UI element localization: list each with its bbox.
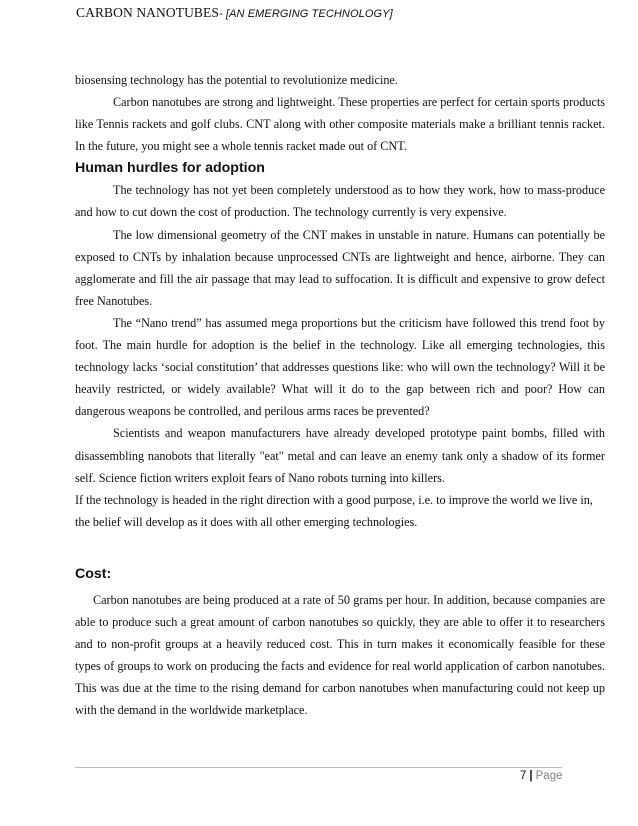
paragraph-weapons: Scientists and weapon manufacturers have already developed prototype paint bombs, filled with disassembling nanobots that literally "eat" metal and can leave an enemy tank only a shadow of its former self. Science fiction writers exploit fears of Nano robots turning into killers. (75, 426, 605, 485)
section-heading-cost: Cost: (75, 565, 112, 582)
section-heading-hurdles: Human hurdles for adoption (75, 160, 265, 177)
page-content (75, 69, 605, 721)
paragraph-geometry: The low dimensional geometry of the CNT makes in unstable in nature. Humans can potentially be exposed to CNTs by inhalation because unprocessed CNTs are lightweight and hence, airborne. They can agglomerate and fill the air passage that may lead to suffocation. It is difficult and expensive to grow defect free Nanotubes. (75, 227, 605, 308)
footer-separator: | (529, 770, 533, 782)
paragraph-direction: If the technology is headed in the right direction with a good purpose, i.e. to improve the world we live in, the belief will develop as it does with all other emerging technologies. (75, 492, 593, 529)
page-footer (520, 770, 562, 782)
page-header (76, 5, 393, 21)
paragraph-nano-trend: The “Nano trend” has assumed mega proportions but the criticism have followed this trend foot by foot. The main hurdle for adoption is the belief in the technology. Like all emerging technologies, this technology lacks ‘social constitution’ that addresses questions like: who will own the technology? Will it be heavily restricted, or widely available? What will it do to the gap between rich and poor? How can dangerous weapons be controlled, and perilous arms races be prevented? (75, 315, 605, 419)
paragraph-cost: Carbon nanotubes are being produced at a rate of 50 grams per hour. In addition, because companies are able to produce such a great amount of carbon nanotubes so quickly, they are able to offer it to researchers and to non-profit groups at a heavily reduced cost. This in turn makes it economically feasible for these types of groups to work on producing the facts and evidence for real world application of carbon nanotubes. This was due at the time to the rising demand for carbon nanotubes when manufacturing could not keep up with the demand in the worldwide marketplace. (75, 592, 605, 718)
page-label: Page (535, 770, 563, 782)
paragraph-continuation: biosensing technology has the potential to revolutionize medicine. (75, 73, 398, 87)
paragraph-understanding: The technology has not yet been completely understood as to how they work, how to mass-produce and how to cut down the cost of production. The technology currently is very expensive. (75, 183, 605, 220)
page-number: 7 (520, 770, 527, 782)
header-title: CARBON NANOTUBES (76, 5, 219, 20)
header-subtitle: - [AN EMERGING TECHNOLOGY] (219, 8, 393, 20)
paragraph-strength: Carbon nanotubes are strong and lightweight. These properties are perfect for certain sports products like Tennis rackets and golf clubs. CNT along with other composite materials make a brilliant tennis racket. In the future, you might see a whole tennis racket made out of CNT. (75, 95, 605, 154)
footer-divider (75, 767, 562, 768)
